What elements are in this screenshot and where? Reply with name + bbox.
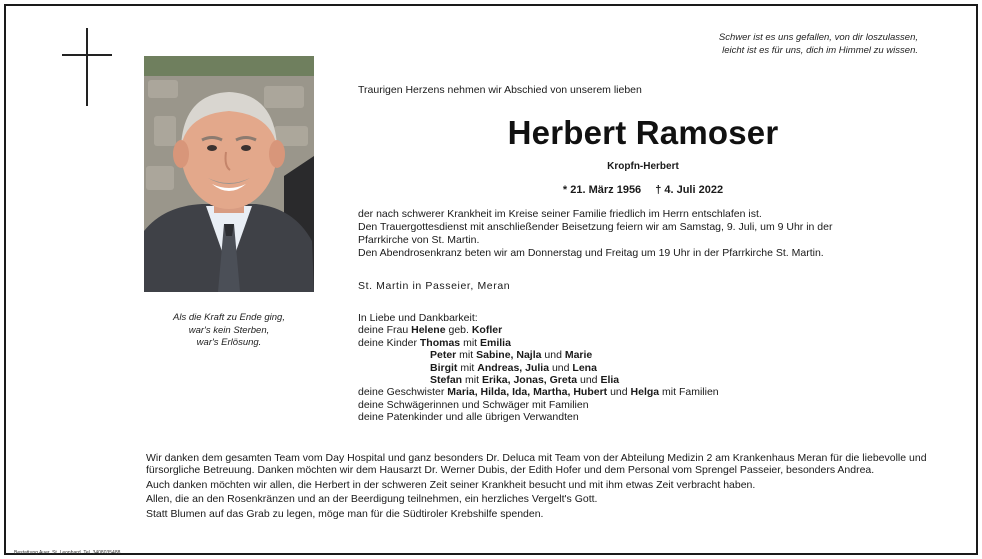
- intro-text: Traurigen Herzens nehmen wir Abschied von unserem lieben: [358, 84, 642, 96]
- caption-line: war's kein Sterben,: [188, 324, 270, 336]
- place-line: St. Martin in Passeier, Meran: [358, 280, 511, 292]
- portrait-photo: [144, 56, 314, 292]
- family-child: Birgit mit Andreas, Julia und Lena: [430, 361, 597, 374]
- family-godchildren: deine Patenkinder und alle übrigen Verwandten: [358, 411, 579, 424]
- family-in-laws: deine Schwägerinnen und Schwäger mit Familien: [358, 398, 589, 411]
- life-dates: [358, 184, 928, 196]
- cross-icon: [86, 28, 88, 106]
- thanks-paragraph: Statt Blumen auf das Grab zu legen, möge man für die Südtiroler Krebshilfe spenden.: [146, 507, 544, 520]
- announcement-line: Den Trauergottesdienst mit anschließender Beisetzung feiern wir am Samstag, 9. Juli, um 9 Uhr in der: [358, 221, 833, 233]
- family-siblings: deine Geschwister Maria, Hilda, Ida, Martha, Hubert und Helga mit Familien: [358, 386, 719, 399]
- photo-caption: [144, 312, 314, 350]
- announcement-line: der nach schwerer Krankheit im Kreise seiner Familie friedlich im Herrn entschlafen ist.: [358, 208, 762, 220]
- thanks-paragraph: Allen, die an den Rosenkränzen und an der Beerdigung teilnehmen, ein herzliches Vergelt's Gott.: [146, 493, 598, 505]
- thanks-paragraph: Wir danken dem gesamten Team vom Day Hospital und ganz besonders Dr. Deluca mit Team von der Abteilung Medizin 2 am Krankenhaus Meran für die liebevolle und fürsorgliche Betreuung. Danken möchten wir dem Hausarzt Dr. Werner Dubis, der Edith Hofer und dem Personal vom Sprengel Passeier, besonders Andrea.: [146, 452, 927, 476]
- obituary-card: [4, 4, 978, 555]
- cross-icon-bar: [62, 54, 112, 56]
- announcement: [358, 208, 938, 260]
- family-child: Stefan mit Erika, Jonas, Greta und Elia: [430, 374, 620, 387]
- announcement-line: Den Abendrosenkranz beten wir am Donnerstag und Freitag um 19 Uhr in der Pfarrkirche St. Martin.: [358, 247, 824, 259]
- thanks-paragraph: Auch danken möchten wir allen, die Herbert in der schweren Zeit seiner Krankheit besucht und mit ihm etwas Zeit verbracht haben.: [146, 478, 756, 491]
- birth-date: * 21. März 1956: [562, 184, 642, 196]
- family-child: Peter mit Sabine, Najla und Marie: [430, 349, 593, 362]
- caption-line: Als die Kraft zu Ende ging,: [173, 312, 285, 323]
- motto-line: leicht ist es für uns, dich im Himmel zu wissen.: [722, 44, 918, 56]
- nickname: Kropfn-Herbert: [607, 161, 679, 172]
- deceased-name: Herbert Ramoser: [507, 114, 779, 151]
- thanks-section: [146, 452, 946, 522]
- family-heading: In Liebe und Dankbarkeit:: [358, 312, 478, 324]
- death-date: † 4. Juli 2022: [655, 184, 724, 196]
- family-list: [358, 312, 918, 424]
- caption-line: war's Erlösung.: [196, 337, 262, 348]
- announcement-line: Pfarrkirche von St. Martin.: [358, 234, 480, 246]
- motto-line: Schwer ist es uns gefallen, von dir loszulassen,: [718, 32, 918, 43]
- family-wife: deine Frau Helene geb. Kofler: [358, 324, 503, 337]
- motto-quote: [618, 32, 918, 57]
- funeral-home-credit: Bestattung Auer, St. Leonhard, Tel. 3408035488: [14, 550, 121, 556]
- family-child: deine Kinder Thomas mit Emilia: [358, 336, 511, 349]
